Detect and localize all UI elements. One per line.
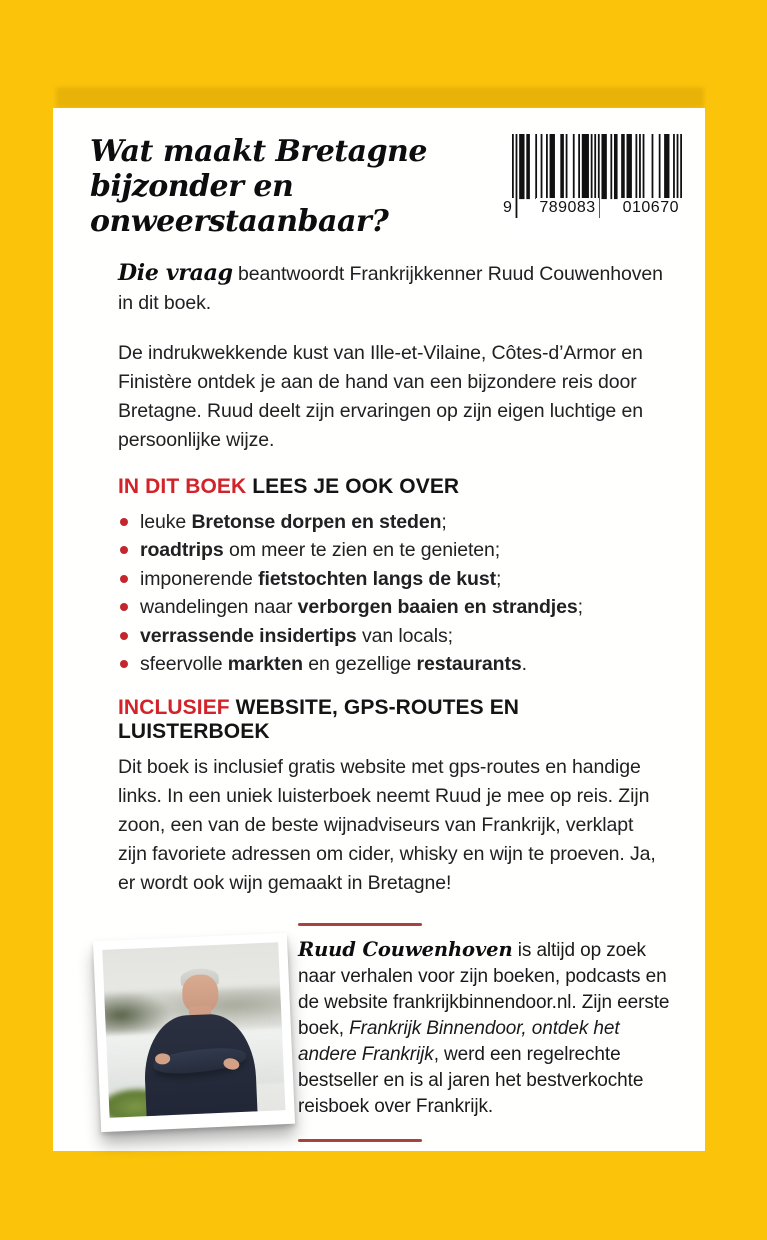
- list-item: wandelingen naar verborgen baaien en strandjes;: [118, 593, 666, 622]
- bullet-dot-icon: [120, 632, 128, 640]
- intro-lead: Die vraag: [118, 260, 233, 286]
- section-title-accent: IN DIT BOEK: [118, 474, 247, 498]
- divider-top: [298, 923, 422, 926]
- body-copy: [118, 259, 666, 898]
- headline-line: onweerstaanbaar?: [90, 204, 389, 239]
- barcode-digit-group2: 010670: [620, 198, 682, 218]
- author-photo: [93, 932, 295, 1131]
- back-cover-card: [53, 108, 705, 1151]
- barcode-digits: [500, 196, 682, 218]
- bullet-dot-icon: [120, 603, 128, 611]
- barcode-digit-group1: 789083: [536, 198, 598, 218]
- intro-paragraph: [118, 259, 663, 318]
- inclusief-title-rest: WEBSITE, GPS-ROUTES EN LUISTERBOEK: [118, 695, 520, 743]
- bullet-list: [118, 508, 666, 679]
- author-photo-scene: [102, 942, 285, 1118]
- photo-person-hand: [154, 1052, 170, 1064]
- list-item: verrassende insidertips van locals;: [118, 622, 666, 651]
- section-title-rest: LEES JE OOK OVER: [246, 474, 460, 498]
- intro-text: beantwoordt Frankrijkkenner Ruud Couwenhoven in dit boek.: [118, 263, 663, 314]
- barcode: [500, 132, 682, 238]
- headline-line: bijzonder en: [90, 169, 294, 204]
- inclusief-paragraph: Dit boek is inclusief gratis website met gps-routes en handige links. In een uniek luisterboek neemt Ruud je mee op reis. Zijn zoon, een van de beste wijnadviseurs van Frankrijk, verklapt zijn favoriete adressen om cider, whisky en wijn te proeven. Ja, er wordt ook wijn gemaakt in Bretagne!: [118, 755, 656, 894]
- list-item: roadtrips om meer te zien en te genieten;: [118, 536, 666, 565]
- headline: [90, 134, 520, 239]
- section-title-inclusief: [118, 696, 666, 744]
- author-section: [53, 923, 705, 1163]
- divider-bottom: [298, 1139, 422, 1142]
- barcode-digit-left: 9: [500, 198, 515, 218]
- list-item: sfeervolle markten en gezellige restaurants.: [118, 650, 666, 679]
- bullet-dot-icon: [120, 660, 128, 668]
- card-top-shadow: [56, 87, 704, 108]
- headline-line: Wat maakt Bretagne: [90, 134, 427, 169]
- section-title-in-dit-boek: [118, 475, 666, 499]
- bullet-dot-icon: [120, 575, 128, 583]
- bullet-dot-icon: [120, 546, 128, 554]
- bullet-dot-icon: [120, 518, 128, 526]
- description-paragraph: De indrukwekkende kust van Ille-et-Vilaine, Côtes-d’Armor en Finistère ontdek je aan de hand van een bijzondere reis door Bretagne. Ruud deelt zijn ervaringen op zijn eigen luchtige en persoonlijke wijze.: [118, 342, 643, 451]
- list-item: imponerende fietstochten langs de kust;: [118, 565, 666, 594]
- inclusief-title-accent: INCLUSIEF: [118, 695, 230, 719]
- list-item: leuke Bretonse dorpen en steden;: [118, 508, 666, 537]
- author-bio: Ruud Couwenhoven is altijd op zoek naar verhalen voor zijn boeken, podcasts en de website frankrijkbinnendoor.nl. Zijn eerste boek, Frankrijk Binnendoor, ontdek het andere Frankrijk, werd een regelrechte bestseller en is al jaren het bestverkochte reisboek over Frankrijk.: [298, 937, 670, 1117]
